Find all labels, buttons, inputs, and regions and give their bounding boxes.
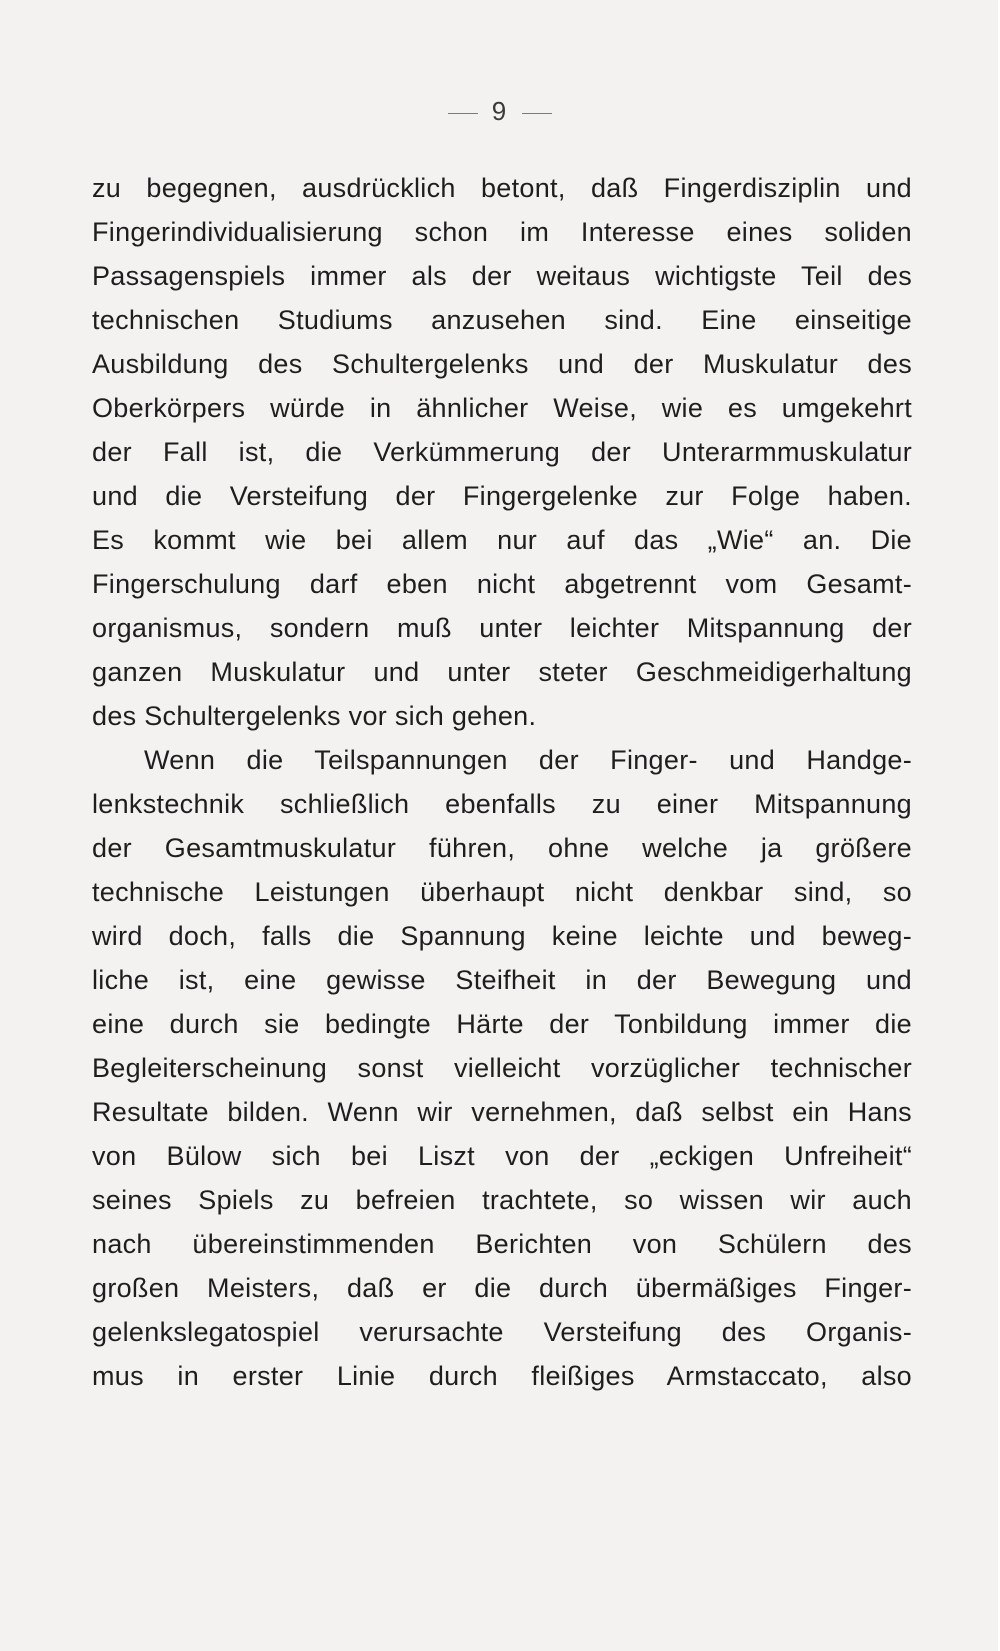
text-line: wird doch, falls die Spannung keine leichte und beweg-: [92, 921, 912, 951]
text-line: zu begegnen, ausdrücklich betont, daß Fingerdisziplin und: [92, 173, 912, 203]
text-line: Begleiterscheinung sonst vielleicht vorzüglicher technischer: [92, 1053, 912, 1083]
text-line: von Bülow sich bei Liszt von der „eckigen Unfreiheit“: [92, 1141, 912, 1171]
text-line: organismus, sondern muß unter leichter Mitspannung der: [92, 613, 912, 643]
text-line: nach übereinstimmenden Berichten von Schülern des: [92, 1229, 912, 1259]
text-line: und die Versteifung der Fingergelenke zur Folge haben.: [92, 481, 912, 511]
text-line: der Gesamtmuskulatur führen, ohne welche ja größere: [92, 833, 912, 863]
text-line: Fingerschulung darf eben nicht abgetrennt vom Gesamt-: [92, 569, 912, 599]
dash-left: [448, 113, 478, 114]
text-line: Passagenspiels immer als der weitaus wichtigste Teil des: [92, 261, 912, 291]
page-number-text: 9: [491, 96, 509, 126]
text-line: liche ist, eine gewisse Steifheit in der Bewegung und: [92, 965, 912, 995]
text-line: Fingerindividualisierung schon im Interesse eines soliden: [92, 217, 912, 247]
text-line: lenkstechnik schließlich ebenfalls zu einer Mitspannung: [92, 789, 912, 819]
text-line: gelenkslegatospiel verursachte Versteifung des Organis-: [92, 1317, 912, 1347]
text-line: der Fall ist, die Verkümmerung der Unterarmmuskulatur: [92, 437, 912, 467]
paragraph-end-line: des Schultergelenks vor sich gehen.: [92, 701, 537, 731]
text-line: seines Spiels zu befreien trachtete, so wissen wir auch: [92, 1185, 912, 1215]
paragraph-start-line: Wenn die Teilspannungen der Finger- und Handge-: [144, 745, 912, 775]
dash-right: [522, 113, 552, 114]
text-line: technische Leistungen überhaupt nicht denkbar sind, so: [92, 877, 912, 907]
body-text: [92, 166, 912, 1398]
page-number: [0, 96, 1000, 127]
text-line: großen Meisters, daß er die durch übermäßiges Finger-: [92, 1273, 912, 1303]
text-line: eine durch sie bedingte Härte der Tonbildung immer die: [92, 1009, 912, 1039]
text-line: Es kommt wie bei allem nur auf das „Wie“ an. Die: [92, 525, 912, 555]
text-line: Oberkörpers würde in ähnlicher Weise, wie es umgekehrt: [92, 393, 912, 423]
text-line: technischen Studiums anzusehen sind. Eine einseitige: [92, 305, 912, 335]
text-line: mus in erster Linie durch fleißiges Armstaccato, also: [92, 1361, 912, 1391]
text-line: Resultate bilden. Wenn wir vernehmen, daß selbst ein Hans: [92, 1097, 912, 1127]
text-line: Ausbildung des Schultergelenks und der Muskulatur des: [92, 349, 912, 379]
text-line: ganzen Muskulatur und unter steter Geschmeidigerhaltung: [92, 657, 912, 687]
